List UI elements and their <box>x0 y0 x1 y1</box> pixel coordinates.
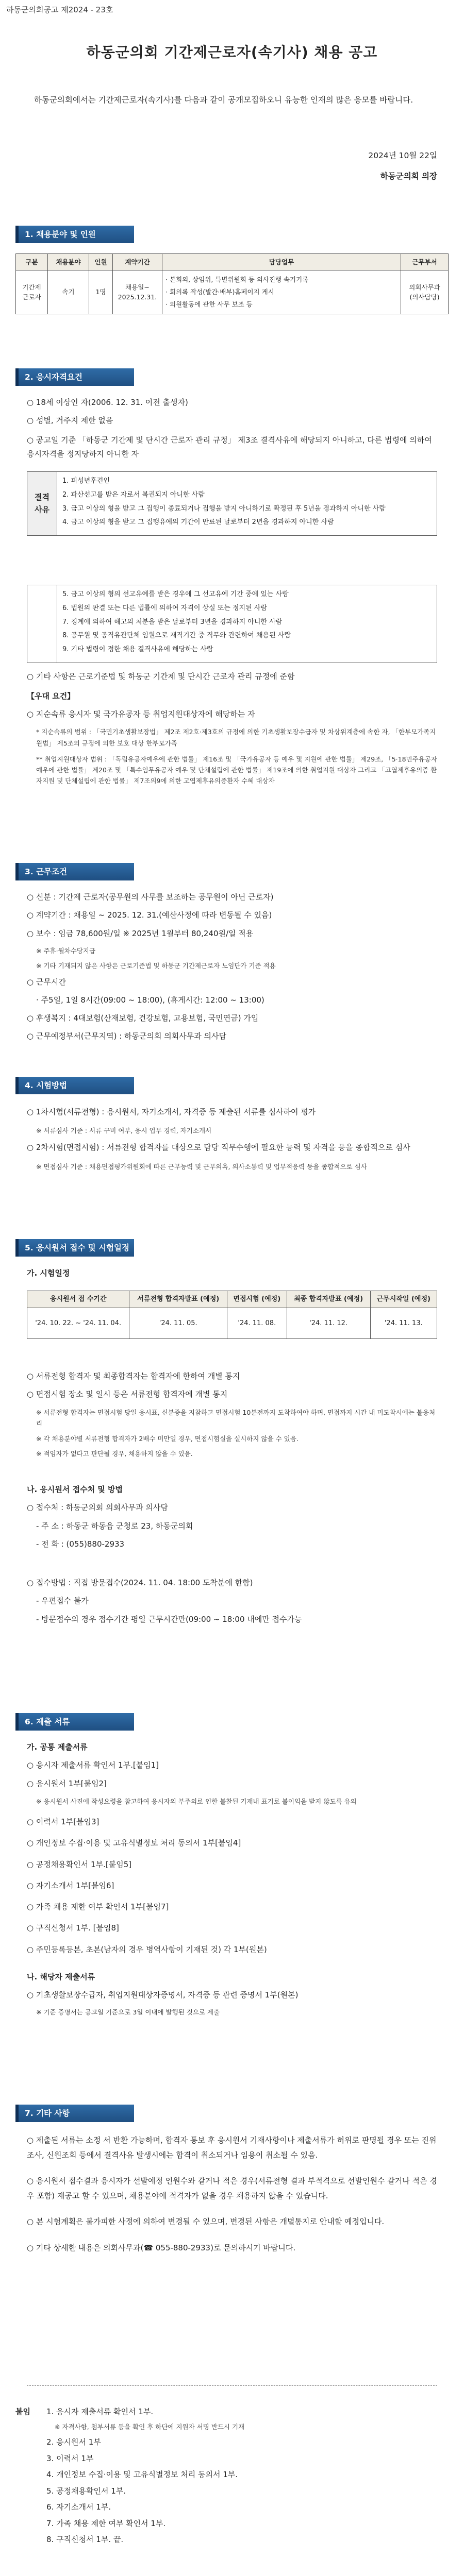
qual-line: ○ 18세 이상인 자(2006. 12. 31. 이전 출생자) <box>27 398 188 407</box>
schedule-note: ※ 서류전형 합격자는 면접시험 당일 응시표, 신분증을 지참하고 면접시험 10분전까지 도착하여야 하며, 면접까지 시간 내 미도착시에는 불응처리 <box>36 1408 436 1427</box>
issue-date: 2024년 10월 22일 <box>368 151 437 160</box>
schedule-row <box>27 1308 437 1339</box>
recruit-table <box>15 253 449 314</box>
cond-line: ○ 후생복지 : 4대보험(산재보험, 건강보험, 고용보험, 국민연금) 가입 <box>27 1013 259 1023</box>
submit-title: 나. 응시원서 접수처 및 방법 <box>27 1485 123 1494</box>
attach-note: ※ 자격사항, 첨부서류 등을 확인 후 하단에 지원자 서명 반드시 기재 <box>55 2422 245 2431</box>
exam-note: ※ 면접심사 기준 : 채용면접평가위원회에 따른 근무능력 및 근무의욕, 의사소통력 및 업무적응력 등을 종합적으로 심사 <box>36 1162 367 1171</box>
doc-item: ○ 응시원서 1부[붙임2] <box>27 1778 107 1788</box>
pref-title: 【우대 요건】 <box>27 691 75 701</box>
doc-item: ○ 구직신청서 1부. [붙임8] <box>27 1923 119 1933</box>
doc-item: ○ 이력서 1부[붙임3] <box>27 1817 100 1826</box>
notice-number: 하동군의회공고 제2024 - 23호 <box>6 5 113 14</box>
docs-extra-title: 나. 해당자 제출서류 <box>27 1972 95 1981</box>
disqualification-list <box>57 472 437 536</box>
exam-note: ※ 서류심사 기준 : 서류 구비 여부, 응시 업무 경력, 자기소개서 <box>36 1126 212 1134</box>
section-header-exam: 4. 시험방법 <box>15 1077 134 1094</box>
duty-item: · 본회의, 상임위, 특별위원회 등 의사진행 속기기록 <box>165 276 309 284</box>
recruit-table-header-row <box>16 254 449 270</box>
attach-item: 5. 공정채용확인서 1부. <box>46 2486 126 2496</box>
qualification-after <box>27 670 439 792</box>
disqualification-item: 6. 법원의 판결 또는 다른 법률에 의하여 자격이 상실 또는 정지된 사람 <box>62 604 267 612</box>
schedule-note: ※ 각 채용분야별 서류전형 합격자가 2배수 미만일 경우, 면접시험실을 실시하지 않을 수 있음. <box>36 1435 299 1443</box>
cond-sub-note: ※ 기타 기재되지 않은 사항은 근로기준법 및 하동군 기간제근로자 노임단가 기준 적용 <box>36 962 276 970</box>
pref-note-1: * 지순속류의 범위 : 「국민기초생활보장법」 제2조 제2호·제3호의 규정에 의한 기초생활보장수급자 및 차상위계층에 속한 자, 「한부모가족지원법」 제5조의 규정에 의한 보호 대상 한부모가족 <box>36 728 436 747</box>
attach-item: 4. 개인정보 수집·이용 및 고유식별정보 처리 동의서 1부. <box>46 2470 238 2480</box>
submit-line: - 주 소 : 하동군 하동읍 군청로 23, 하동군의회 <box>36 1521 193 1531</box>
cond-line: ○ 신분 : 기간제 근로자(공무원의 사무를 보조하는 공무원이 아닌 근로자) <box>27 892 274 902</box>
th-start-date: 근무시작일 (예정) <box>370 1291 437 1308</box>
cell-start-date: '24. 11. 13. <box>370 1308 437 1339</box>
section-header-etc: 7. 기타 사항 <box>15 2105 134 2122</box>
section-header-conditions: 3. 근무조건 <box>15 863 134 880</box>
th-field: 채용분야 <box>48 254 89 270</box>
disqualification-item: 7. 징계에 의하여 해고의 처분을 받은 날로부터 3년을 경과하지 아니한 사람 <box>62 618 283 626</box>
section-header-recruit: 1. 채용분야 및 인원 <box>15 226 134 243</box>
section-header-documents: 6. 제출 서류 <box>15 1713 134 1731</box>
submit-line: ○ 접수방법 : 직접 방문접수(2024. 11. 04. 18:00 도착분에 한함) <box>27 1578 253 1587</box>
doc-item: ○ 자기소개서 1부[붙임6] <box>27 1880 114 1890</box>
duty-item: · 회의록 작성(발간·배부)홈페이지 게시 <box>165 288 274 296</box>
cell-final-result: '24. 11. 12. <box>287 1308 370 1339</box>
etc-line: ○ 제출된 서류는 소정 서 반환 가능하며, 합격자 통보 후 응시원서 기재사항이나 제출서류가 허위로 판명될 경우 또는 진위조사, 신원조회 등에서 결격사유 발생시에는 합격이 취소되거나 임용이 취소될 수 있음. <box>27 2136 437 2160</box>
docs-common-title: 가. 공통 제출서류 <box>27 1742 88 1752</box>
divider <box>27 2385 437 2386</box>
disqualification-item: 5. 금고 이상의 형의 선고유예를 받은 경우에 그 선고유예 기간 중에 있는 사람 <box>62 590 289 598</box>
etc-lines <box>27 2133 439 2261</box>
th-duties: 담당업무 <box>162 254 401 270</box>
cond-line: ○ 계약기간 : 채용일 ~ 2025. 12. 31.(예산사정에 따라 변동될 수 있음) <box>27 910 272 920</box>
attach-item: 2. 응시원서 1부 <box>46 2437 101 2447</box>
qualification-lines <box>27 397 439 468</box>
th-interview: 면접시험 (예정) <box>227 1291 287 1308</box>
submit-line: - 우편접수 불가 <box>36 1596 89 1606</box>
disqualification-box-continued <box>27 585 437 663</box>
schedule-notes <box>27 1370 439 1464</box>
disqualification-list-2 <box>57 585 437 663</box>
cond-line: · 주5일, 1일 8시간(09:00 ~ 18:00), (휴게시간: 12:00 ~ 13:00) <box>36 995 264 1005</box>
submit-info <box>27 1484 439 1632</box>
doc-extra-note: ※ 기준 증명서는 공고일 기준으로 3일 이내에 발행된 것으로 제출 <box>36 2008 220 2016</box>
cell-interview: '24. 11. 08. <box>227 1308 287 1339</box>
qual-line: ○ 공고일 기준 「하동군 기간제 및 단시간 근로자 관리 규정」 제3조 결격사유에 해당되지 아니하고, 다른 법령에 의하여 응시자격을 정지당하지 아니한 자 <box>27 435 432 459</box>
attachments <box>15 2406 449 2576</box>
th-period: 계약기간 <box>113 254 162 270</box>
doc-extra-item: ○ 기초생활보장수급자, 취업지원대상자증명서, 자격증 등 관련 증명서 1부(원본) <box>27 1990 299 1999</box>
cond-line: ○ 근무예정부서(근무지역) : 하동군의회 의회사무과 의사담 <box>27 1031 226 1041</box>
cell-field: 속기 <box>48 270 89 314</box>
doc-item: ○ 주민등록등본, 초본(남자의 경우 병역사항이 기재된 것) 각 1부(원본) <box>27 1944 267 1954</box>
th-count: 인원 <box>89 254 113 270</box>
attach-item: 8. 구직신청서 1부. 끝. <box>46 2535 124 2545</box>
disqualification-item: 2. 파산선고를 받은 자로서 복권되지 아니한 사람 <box>62 490 205 499</box>
section-header-schedule: 5. 응시원서 접수 및 시험일정 <box>15 1239 134 1257</box>
etc-line: ○ 본 시험계획은 불가피한 사정에 의하여 변경될 수 있으며, 변경된 사항은 개별통지로 안내할 예정입니다. <box>27 2217 385 2226</box>
attach-item: 7. 가족 채용 제한 여부 확인서 1부. <box>46 2518 166 2528</box>
pref-note-2: ** 취업지원대상자 범위 : 「독립유공자예우에 관한 법률」 제16조 및 「국가유공자 등 예우 및 지원에 관한 법률」 제29조, 「5·18민주유공자예우에 관한 법률」 제20조 및 「특수임무유공자 예우 및 단체설립에 관한 법률」 제19조에 의한 취업지원 대상자 그리고 「고엽제후유의증 환자지원 및 단체설립에 관한 법률」 제7조의9에 의한 고엽제후유의증환자 수혜 대상자 <box>36 755 437 785</box>
disqualification-box <box>27 471 437 536</box>
schedule-note: ○ 서류전형 합격자 및 최종합격자는 합격자에 한하여 개별 통지 <box>27 1371 240 1381</box>
pref-line: ○ 지순속류 응시자 및 국가유공자 등 취업지원대상자에 해당하는 자 <box>27 709 255 719</box>
attach-label: 붙임 <box>15 2407 30 2416</box>
intro-paragraph: 하동군의회에서는 기간제근로자(속기사)를 다음과 같이 공개모집하오니 유능한 인재의 많은 응모를 바랍니다. <box>34 95 413 105</box>
cond-line: ○ 근무시간 <box>27 977 66 987</box>
attach-item: 6. 자기소개서 1부. <box>46 2502 111 2512</box>
th-apply-period: 응시원서 접 수기간 <box>27 1291 129 1308</box>
etc-line: ○ 응시원서 접수결과 응시자가 선발예정 인원수와 같거나 적은 경우(서류전형 결과 부적격으로 선발인원수 같거나 적은 경우 포함) 재공고 할 수 있으며, 채용분야에 적격자가 없을 경우 채용하지 않을 수 있습니다. <box>27 2176 437 2200</box>
doc-item: ○ 응시자 제출서류 확인서 1부.[붙임1] <box>27 1760 159 1770</box>
attach-list <box>46 2406 438 2550</box>
cell-period: 채용일~ 2025.12.31. <box>113 270 162 314</box>
box-spacer <box>27 585 57 663</box>
cell-duties <box>162 270 401 314</box>
schedule-note: ※ 적임자가 없다고 판단될 경우, 채용하지 않을 수 있음. <box>36 1450 193 1458</box>
schedule-subtitle: 가. 시험일정 <box>27 1268 70 1278</box>
disqualification-item: 4. 금고 이상의 형을 받고 그 집행유예의 기간이 만료된 날로부터 2년을 경과하지 아니한 사람 <box>62 518 334 527</box>
cell-apply-period: '24. 10. 22. ~ '24. 11. 04. <box>27 1308 129 1339</box>
th-doc-result: 서류전형 합격자발표 (예정) <box>129 1291 227 1308</box>
cell-type: 기간제 근로자 <box>16 270 48 314</box>
submit-line: - 방문접수의 경우 접수기간 평일 근무시간만(09:00 ~ 18:00 내에만 접수가능 <box>36 1614 302 1624</box>
disqualification-label: 결격 사유 <box>27 472 57 536</box>
qual-line: ○ 성별, 거주지 제한 없음 <box>27 416 113 426</box>
conditions-lines <box>27 891 439 1049</box>
exam-line: ○ 2차시험(면접시험) : 서류전형 합격자를 대상으로 담당 직무수행에 필요한 능력 및 자격을 등을 종합적으로 심사 <box>27 1143 410 1153</box>
submit-line: ○ 접수처 : 하동군의회 의회사무과 의사담 <box>27 1503 168 1513</box>
th-final-result: 최종 합격자발표 (예정) <box>287 1291 370 1308</box>
th-dept: 근무부서 <box>401 254 449 270</box>
cond-line: ○ 보수 : 임금 78,600원/일 ※ 2025년 1월부터 80,240원/일 적용 <box>27 928 254 938</box>
doc-item: ○ 공정채용확인서 1부.[붙임5] <box>27 1859 132 1869</box>
cell-dept: 의회사무과 (의사담당) <box>401 270 449 314</box>
etc-line: ○ 기타 상세한 내용은 의회사무과(☎ 055-880-2933)로 문의하시기 바랍니다. <box>27 2243 296 2252</box>
attach-item: 1. 응시자 제출서류 확인서 1부. <box>46 2407 154 2416</box>
cell-doc-result: '24. 11. 05. <box>129 1308 227 1339</box>
doc-item: ○ 가족 채용 제한 여부 확인서 1부[붙임7] <box>27 1902 169 1911</box>
schedule-table <box>27 1291 437 1339</box>
disqualification-item: 1. 피성년후견인 <box>62 477 110 485</box>
cell-count: 1명 <box>89 270 113 314</box>
disqualification-item: 8. 공무원 및 공직유관단체 임원으로 재직기간 중 직무와 관련하여 채용된 사람 <box>62 632 291 640</box>
attach-item: 3. 이력서 1부 <box>46 2453 94 2463</box>
th-type: 구분 <box>16 254 48 270</box>
cond-note: ※ 주휴·월차수당지급 <box>36 946 96 955</box>
schedule-note: ○ 면접시험 장소 및 일시 등은 서류전형 합격자에 개별 통지 <box>27 1389 228 1399</box>
doc-note: ※ 응시원서 사진에 작성요령을 참고하여 응시자의 부주의로 인한 불찰된 기재내 표기로 불이익을 받지 않도록 유의 <box>36 1797 357 1805</box>
disqualification-item: 3. 금고 이상의 형을 받고 그 집행이 종료되거나 집행을 받지 아니하기로 확정된 후 5년을 경과하지 아니한 사람 <box>62 504 386 513</box>
exam-line: ○ 1차시험(서류전형) : 응시원서, 자기소개서, 자격증 등 제출된 서류를 심사하여 평가 <box>27 1107 316 1116</box>
issuer-name: 하동군의회 의장 <box>380 172 437 181</box>
section-header-qualification: 2. 응시자격요건 <box>15 368 134 386</box>
page-title: 하동군의회 기간제근로자(속기사) 채용 공고 <box>86 44 378 61</box>
documents-list <box>27 1741 439 2023</box>
disqualification-item: 9. 기타 법령이 정한 채용 결격사유에 해당하는 사람 <box>62 646 213 654</box>
exam-lines <box>27 1105 439 1177</box>
schedule-header-row <box>27 1291 437 1308</box>
doc-item: ○ 개인정보 수집·이용 및 고유식별정보 처리 동의서 1부[붙임4] <box>27 1838 241 1848</box>
qual-after-line: ○ 기타 사항은 근로기준법 및 하동군 기간제 및 단시간 근로자 관리 규정에 준함 <box>27 672 295 681</box>
submit-line: - 전 화 : (055)880-2933 <box>36 1539 125 1549</box>
duty-item: · 의원활동에 관한 사무 보조 등 <box>165 300 253 308</box>
recruit-table-row <box>16 270 449 314</box>
